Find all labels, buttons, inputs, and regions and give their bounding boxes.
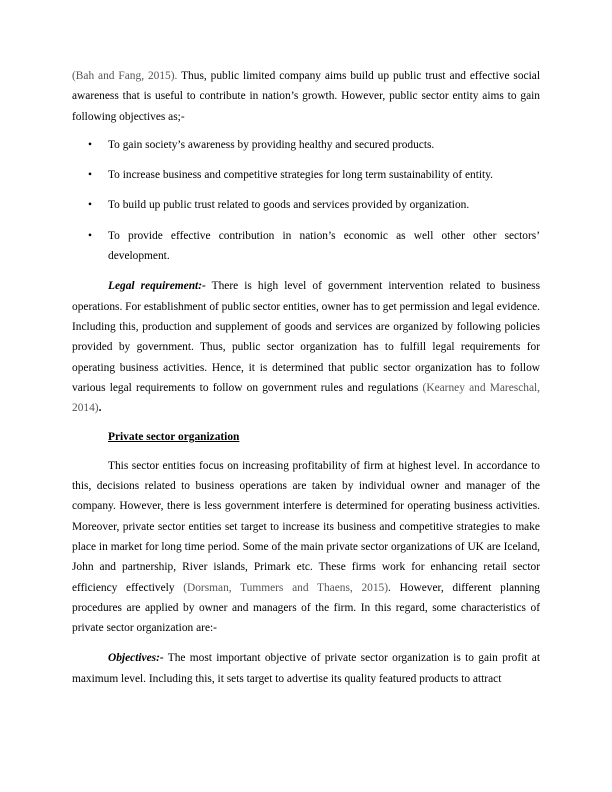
objectives-list [72,135,540,266]
list-item: • To provide effective contribution in nation’s economic as well other other sectors’ development. [72,226,540,267]
lead-term: Legal requirement:- [108,280,206,293]
paragraph-private-sector: This sector entities focus on increasing profitability of firm at highest level. In accordance to this, decisions related to business operations are taken by individual owner and manager of the company. However, there is less government interfere is determined for operating business activities. Moreover, private sector entities set target to increase its business and competitive strategies to make place in market for long time period. Some of the main private sector organizations of UK are Iceland, John and partnership, River islands, Primark etc. These firms work for enhancing retail sector efficiency effectively (Dorsman, Tummers and Thaens, 2015). However, different planning procedures are applied by owner and managers of the firm. In this regard, some characteristics of private sector organization are:- [72,459,540,635]
document-page [72,66,540,689]
bullet-icon: • [88,199,92,212]
paragraph-legal-requirement: Legal requirement:- There is high level of government intervention related to business operations. For establishment of public sector entities, owner has to get permission and legal evidence. Including this, production and supplement of goods and services are organized by following policies provided by government. Thus, public sector organization has to fulfill legal requirements for operating business activities. Hence, it is determined that public sector organization has to follow various legal requirements to follow on government rules and regulations (Kearney and Mareschal, 2014). [72,280,541,415]
list-item: • To build up public trust related to goods and services provided by organization. [72,195,540,215]
bullet-icon: • [88,229,92,242]
list-item: • To gain society’s awareness by providing healthy and secured products. [72,135,540,155]
bullet-icon: • [88,169,92,182]
section-heading: Private sector organization [108,431,240,444]
citation: (Dorsman, Tummers and Thaens, 2015) [183,581,389,594]
lead-term: Objectives:- [108,652,164,665]
bullet-icon: • [88,138,92,151]
citation: (Bah and Fang, 2015). [72,70,178,82]
citation: (Kearney and Mareschal, 2014) [72,381,541,415]
paragraph-objectives: Objectives:- The most important objective of private sector organization is to gain profit at maximum level. Including this, it sets target to advertise its quality featured products to attract [72,652,540,685]
paragraph-text: Thus, public limited company aims build up public trust and effective social awareness that is useful to contribute in nation’s growth. However, public sector entity aims to gain following objectives as;- [72,70,540,123]
list-item: • To increase business and competitive strategies for long term sustainability of entity. [72,165,540,185]
paragraph-intro [72,66,540,127]
